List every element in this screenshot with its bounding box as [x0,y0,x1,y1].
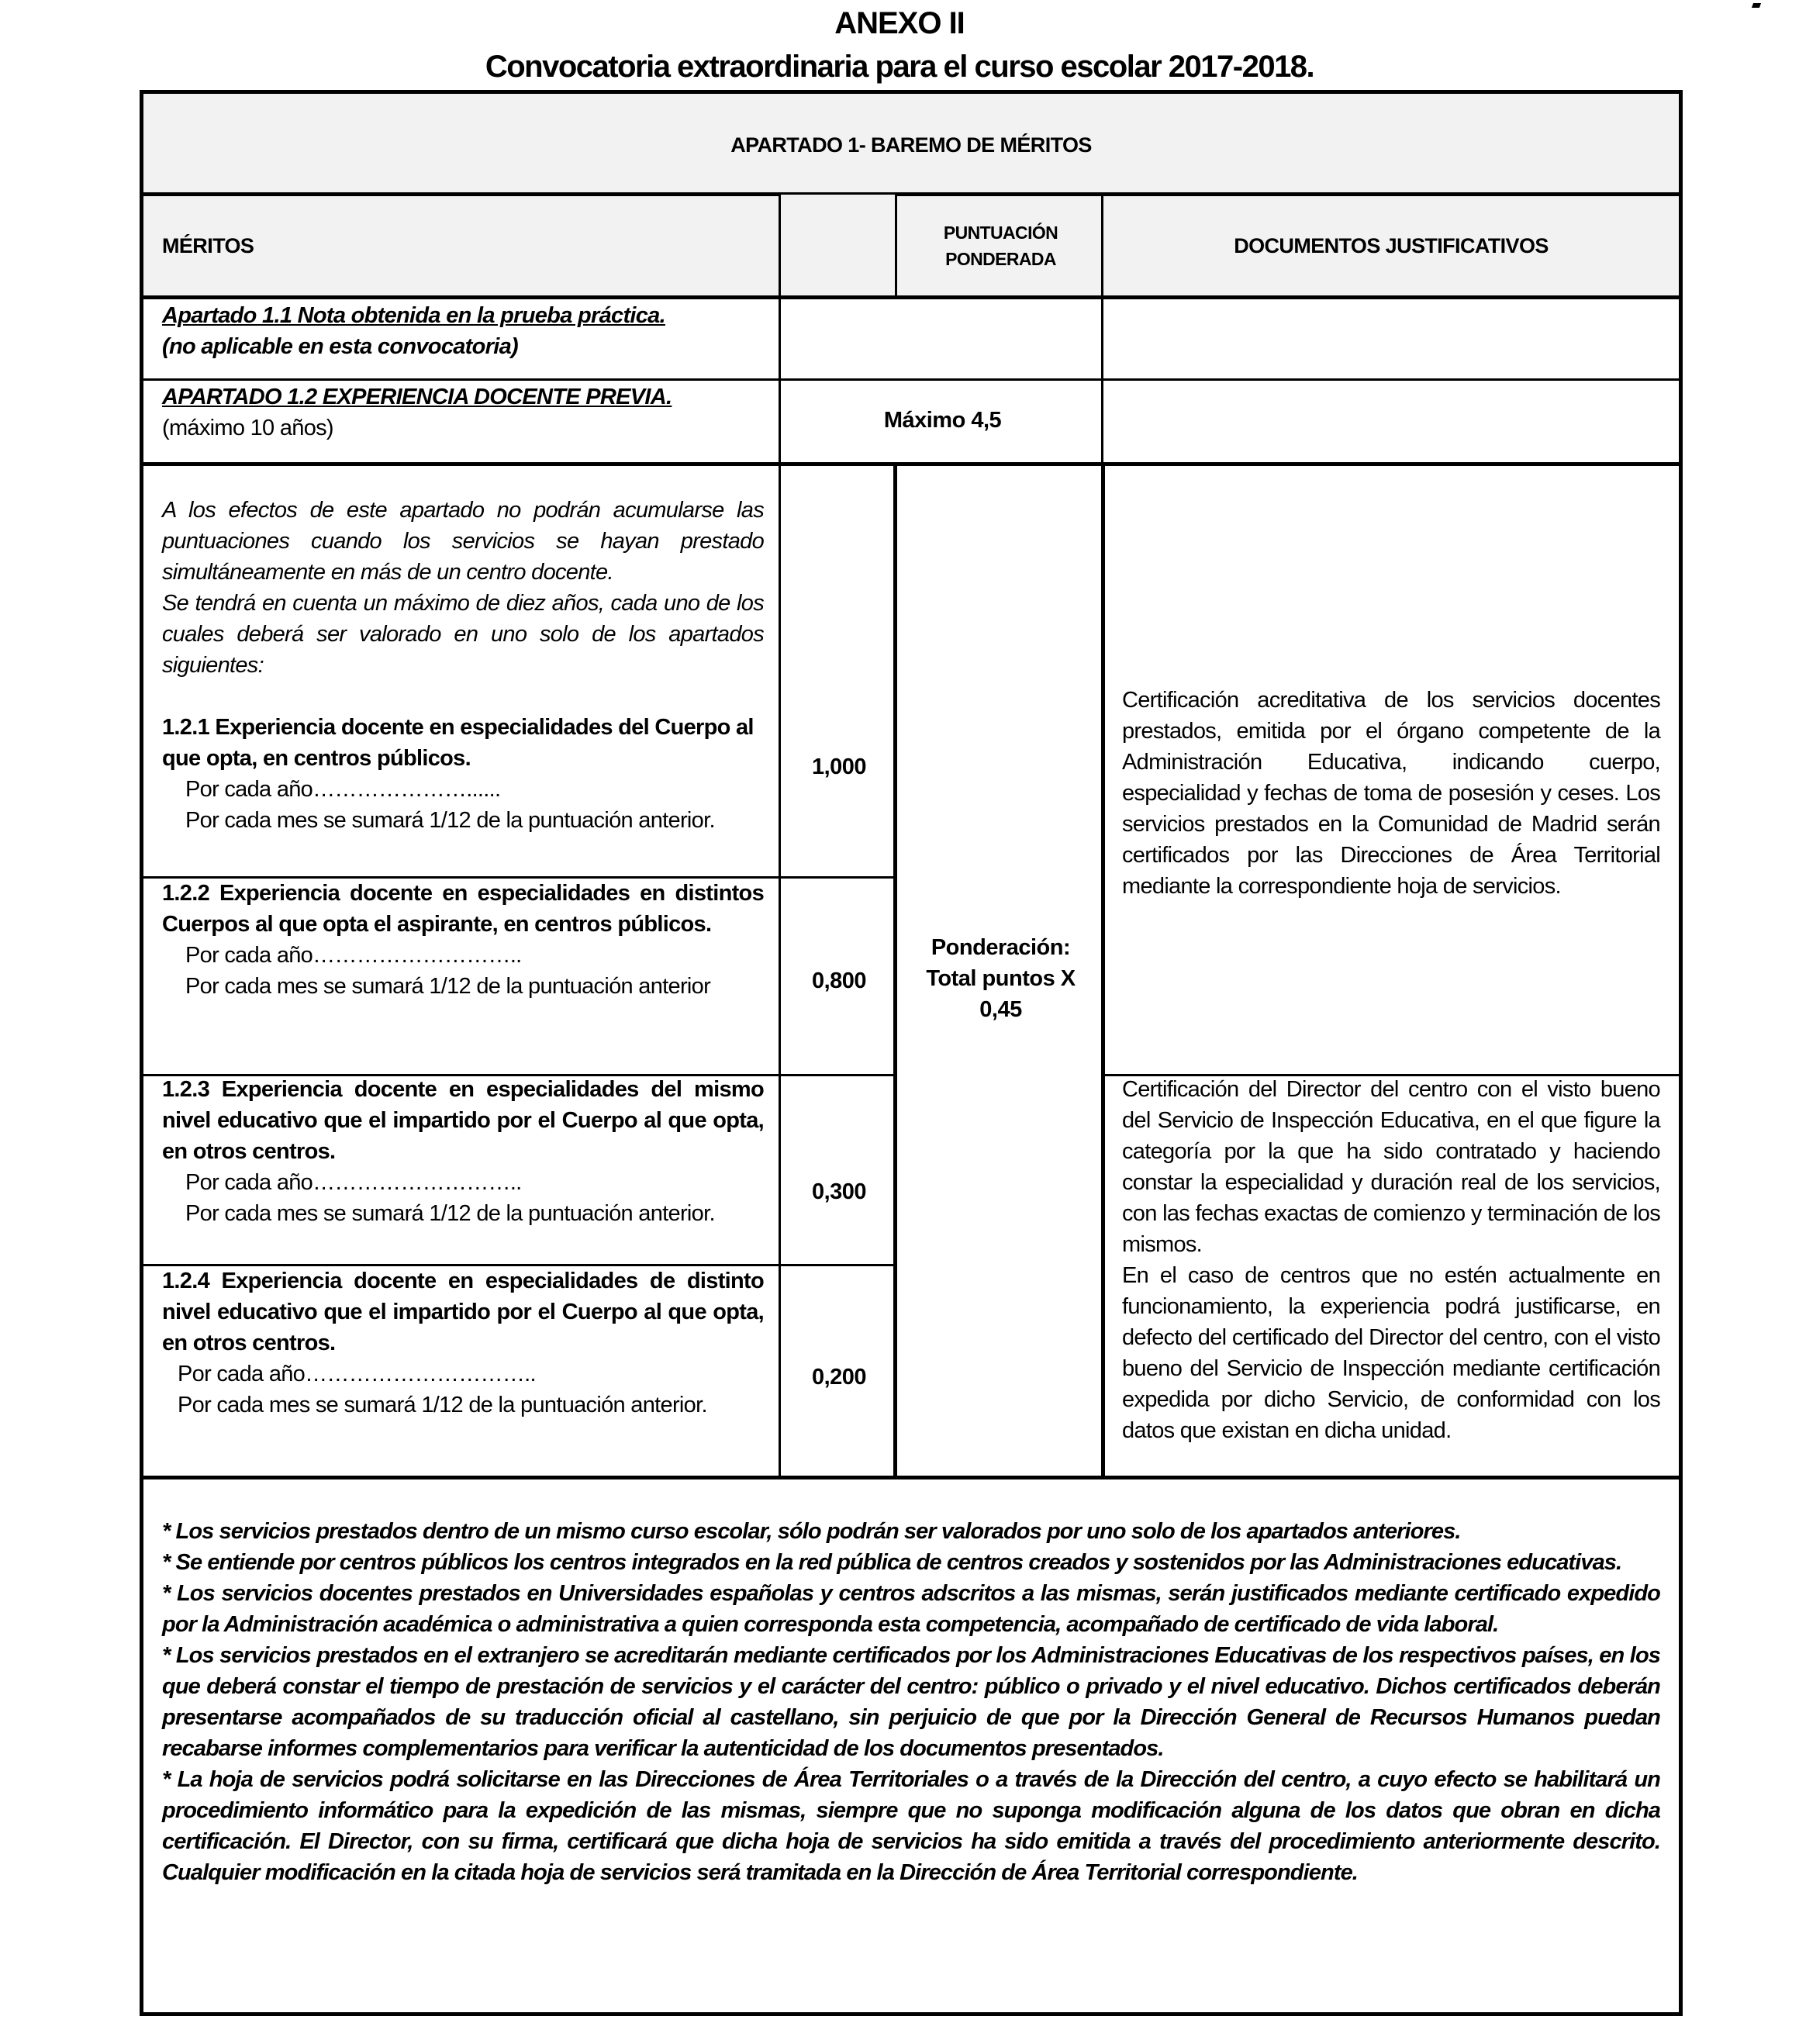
item-1-2-1-score-cell [779,464,897,879]
column-header-documentos-label: DOCUMENTOS JUSTIFICATIVOS [1234,233,1549,257]
intro-paragraph-1: A los efectos de este apartado no podrán acumularse las puntuaciones cuando los servicios se hayan prestado simultáneamente en más de un centro docente. [162,498,764,585]
apartado-1-2-maximo-cell [779,378,1104,466]
item-1-2-1-title: 1.2.1 Experiencia docente en especialidades del Cuerpo al que opta, en centros públicos. [162,715,754,771]
item-1-2-2-score: 0,800 [811,968,867,993]
item-1-2-4-por-anio: Por cada año………………………….. [178,1362,536,1386]
item-1-2-4-title: 1.2.4 Experiencia docente en especialidades de distinto nivel educativo que el impartido por el Cuerpo al que opta, en otros centros. [162,1269,764,1355]
item-1-2-3-por-mes: Por cada mes se sumará 1/12 de la puntuación anterior. [185,1201,715,1226]
item-1-2-3-cell [140,1074,781,1266]
item-1-2-1-score: 1,000 [811,754,867,779]
item-1-2-2-por-anio: Por cada año……………………….. [185,943,522,968]
ponderacion-cell [893,464,1104,1479]
column-header-documentos [1101,192,1683,299]
apartado-1-2-docs-cell [1101,378,1683,466]
section-title-cell [140,90,1683,196]
item-1-2-2-cell [140,876,781,1076]
document-subtitle: Convocatoria extraordinaria para el curso escolar 2017-2018. [485,50,1314,84]
column-header-puntuacion [779,192,897,299]
column-header-ponderada-line1: PUNTUACIÓN [943,223,1058,243]
apartado-1-2-maximo: Máximo 4,5 [883,407,1002,433]
footnotes-cell [140,1477,1683,2016]
apartado-1-1-note: (no aplicable en esta convocatoria) [162,334,518,359]
apartado-1-1-cell [140,297,781,381]
footnote-2: * Se entiende por centros públicos los centros integrados en la red pública de centros creados y sostenidos por las Administraciones educativas. [162,1550,1622,1575]
apartado-1-1-title: Apartado 1.1 Nota obtenida en la prueba práctica. [162,303,665,328]
intro-paragraph-2: Se tendrá en cuenta un máximo de diez años, cada uno de los cuales deberá ser valorado en uno solo de los apartados siguientes: [162,591,764,678]
item-1-2-3-score-cell [779,1074,897,1266]
item-1-2-4-por-mes: Por cada mes se sumará 1/12 de la puntuación anterior. [178,1393,707,1417]
section-title: APARTADO 1- BAREMO DE MÉRITOS [730,133,1092,157]
apartado-1-1-score-cell [779,297,1104,381]
item-1-2-4-score: 0,200 [811,1365,867,1390]
documentos-otros-cell [1101,1074,1683,1479]
ponderacion-line1: Ponderación: [931,934,1071,960]
footnote-3: * Los servicios docentes prestados en Universidades españolas y centros adscritos a las mismas, serán justificados mediante certificado expedido por la Administración académica o administrativa a quien corresponda esta competencia, acompañado de certificado de vida laboral. [162,1581,1660,1637]
item-1-2-1-por-anio: Por cada año…………………...... [185,777,501,802]
item-1-2-3-por-anio: Por cada año……………………….. [185,1170,522,1195]
footnote-5: * La hoja de servicios podrá solicitarse en las Direcciones de Área Territoriales o a través de la Dirección del centro, a cuyo efecto se habilitará un procedimiento informático para la expedición de las mismas, siempre que no suponga modificación alguna de los datos que obran en dicha certificación. El Director, con su firma, certificará que dicha hoja de servicios ha sido emitida a través del procedimiento anteriormente descrito. Cualquier modificación en la citada hoja de servicios será tramitada en la Dirección de Área Territorial correspondiente. [162,1767,1660,1885]
documentos-otros-text-1: Certificación del Director del centro con el visto bueno del Servicio de Inspección Educativa, en el que figure la categoría por la que ha sido contratado y haciendo constar la especialidad y duración real de los servicios, con las fechas exactas de comienzo y terminación de los mismos. [1122,1077,1660,1257]
footnote-4: * Los servicios prestados en el extranjero se acreditarán mediante certificados por los Administraciones Educativas de los respectivos países, en los que deberá constar el tiempo de prestación de servicios y el carácter del centro: público o privado y el nivel educativo. Dichos certificados deberán presentarse acompañados de su traducción oficial al castellano, sin perjuicio de que por la Dirección General de Recursos Humanos puedan recabarse informes complementarios para verificar la autenticidad de los documentos presentados. [162,1643,1660,1761]
item-1-2-4-cell [140,1264,781,1479]
apartado-1-2-note: (máximo 10 años) [162,416,333,440]
item-1-2-4-score-cell [779,1264,897,1479]
footnote-1: * Los servicios prestados dentro de un mismo curso escolar, sólo podrán ser valorados por uno solo de los apartados anteriores. [162,1519,1461,1544]
apartado-1-2-cell [140,378,781,466]
column-header-ponderada-line2: PONDERADA [945,249,1056,269]
column-header-meritos [140,192,781,299]
item-1-2-2-score-cell [779,876,897,1076]
apartado-1-1-docs-cell [1101,297,1683,381]
ponderacion-line3: 0,45 [979,996,1022,1022]
item-1-2-1-cell [140,464,781,879]
item-1-2-2-title: 1.2.2 Experiencia docente en especialidades en distintos Cuerpos al que opta el aspirante, en centros públicos. [162,881,764,937]
item-1-2-3-score: 0,300 [811,1179,867,1204]
documentos-otros-text-2: En el caso de centros que no estén actualmente en funcionamiento, la experiencia podrá justificarse, en defecto del certificado del Director del centro, con el visto bueno del Servicio de Inspección mediante certificación expedida por dicho Servicio, de conformidad con los datos que existan en dicha unidad. [1122,1263,1660,1443]
ponderacion-line2: Total puntos X [926,965,1076,991]
item-1-2-3-title: 1.2.3 Experiencia docente en especialidades del mismo nivel educativo que el impartido por el Cuerpo al que opta, en otros centros. [162,1077,764,1164]
item-1-2-2-por-mes: Por cada mes se sumará 1/12 de la puntuación anterior [185,974,711,999]
annex-title: ANEXO II [834,6,965,40]
column-header-ponderada [895,192,1104,299]
documentos-publicos-cell [1101,464,1683,1076]
item-1-2-1-por-mes: Por cada mes se sumará 1/12 de la puntuación anterior. [185,808,715,833]
documentos-publicos-text: Certificación acreditativa de los servicios docentes prestados, emitida por el órgano competente de la Administración Educativa, indicando cuerpo, especialidad y fechas de toma de posesión y ceses. Los servicios prestados en la Comunidad de Madrid serán certificados por las Direcciones de Área Territorial mediante la correspondiente hoja de servicios. [1122,688,1660,899]
column-header-meritos-label: MÉRITOS [162,233,254,257]
apartado-1-2-title: APARTADO 1.2 EXPERIENCIA DOCENTE PREVIA. [162,385,672,409]
